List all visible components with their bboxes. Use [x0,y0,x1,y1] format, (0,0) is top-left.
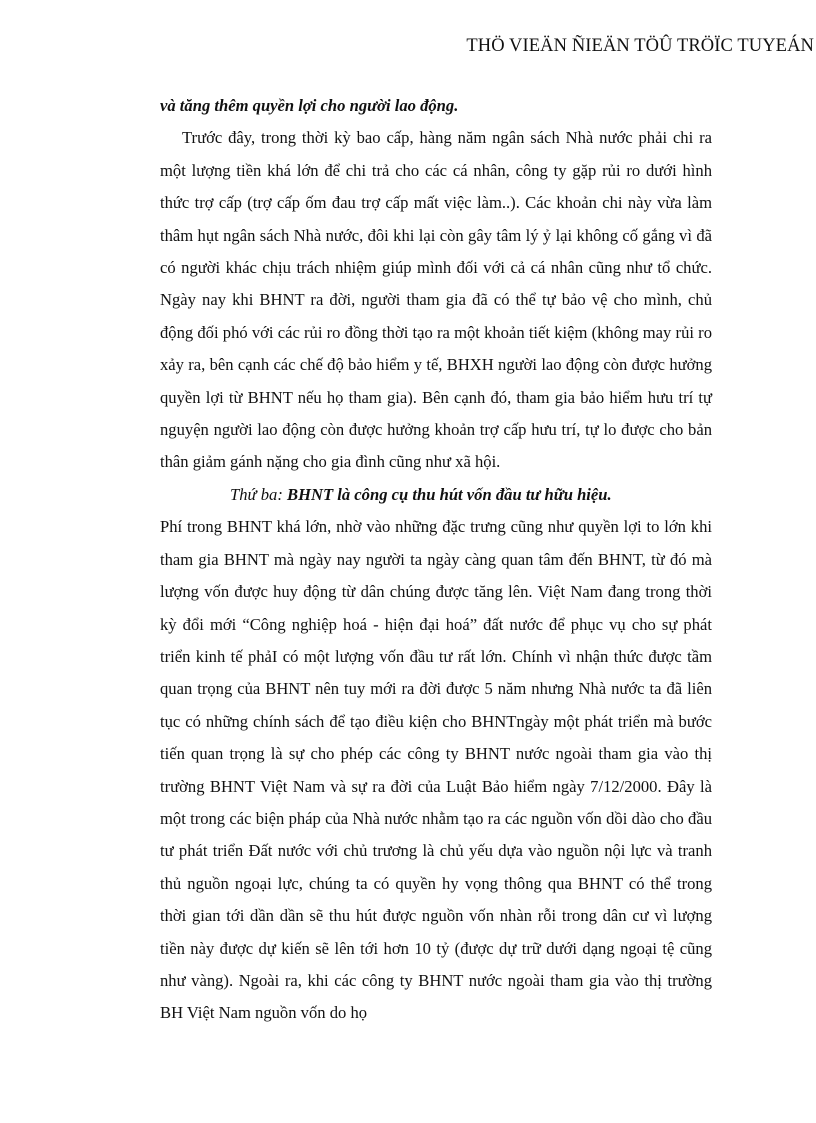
paragraph-1: Trước đây, trong thời kỳ bao cấp, hàng năm ngân sách Nhà nước phải chi ra một lượng tiền khá lớn để chi trả cho các cá nhân, công ty gặp rủi ro dưới hình thức trợ cấp (trợ cấp ốm đau trợ cấp mất việc làm..). Các khoản chi này vừa làm thâm hụt ngân sách Nhà nước, đôi khi lại còn gây tâm lý ỷ lại không cố gắng vì đã có người khác chịu trách nhiệm giúp mình đối với cả cá nhân cũng như tổ chức. Ngày nay khi BHNT ra đời, người tham gia đã có thể tự bảo vệ cho mình, chủ động đối phó với các rủi ro đồng thời tạo ra một khoản tiết kiệm (không may rủi ro xảy ra, bên cạnh các chế độ bảo hiểm y tế, BHXH người lao động còn được hưởng quyền lợi từ BHNT nếu họ tham gia). Bên cạnh đó, tham gia bảo hiểm hưu trí tự nguyện người lao động còn được hưởng khoản trợ cấp hưu trí, tự lo được cho bản thân giảm gánh nặng cho gia đình cũng như xã hội. [160,128,712,472]
subheading-title: BHNT là công cụ thu hút vốn đầu tư hữu hiệu. [287,484,612,504]
section-subheading [160,479,712,511]
page-header [0,36,816,57]
document-body [160,90,712,1030]
lead-line: và tăng thêm quyền lợi cho người lao động. [160,96,459,115]
header-title: THÖ VIEÄN ÑIEÄN TÖÛ TRÖÏC TUYEÁN [466,36,814,56]
paragraph-2: Phí trong BHNT khá lớn, nhờ vào những đặc trưng cũng như quyền lợi to lớn khi tham gia BHNT mà ngày nay người ta ngày càng quan tâm đến BHNT, từ đó mà lượng vốn được huy động từ dân chúng được tăng lên. Việt Nam đang trong thời kỳ đổi mới “Công nghiệp hoá - hiện đại hoá” đất nước để phục vụ cho sự phát triển kinh tế phảI có một lượng vốn đầu tư rất lớn. Chính vì nhận thức được tầm quan trọng của BHNT nên tuy mới ra đời được 5 năm nhưng Nhà nước ta đã liên tục có những chính sách để tạo điều kiện cho BHNTngày một phát triển mà bước tiến quan trọng là sự cho phép các công ty BHNT nước ngoài tham gia vào thị trường BHNT Việt Nam và sự ra đời của Luật Bảo hiểm ngày 7/12/2000. Đây là một trong các biện pháp của Nhà nước nhằm tạo ra các nguồn vốn dồi dào cho đầu tư phát triển Đất nước với chủ trương là chủ yếu dựa vào nguồn nội lực và tranh thủ nguồn ngoại lực, chúng ta có quyền hy vọng thông qua BHNT có thể trong thời gian tới dần dần sẽ thu hút được nguồn vốn nhàn rỗi trong dân cư vì lượng tiền này được dự kiến sẽ lên tới hơn 10 tỷ (được dự trữ dưới dạng ngoại tệ cũng như vàng). Ngoài ra, khi các công ty BHNT nước ngoài tham gia vào thị trường BH Việt Nam nguồn vốn do họ [160,517,712,1023]
subheading-prefix: Thứ ba: [230,484,287,504]
